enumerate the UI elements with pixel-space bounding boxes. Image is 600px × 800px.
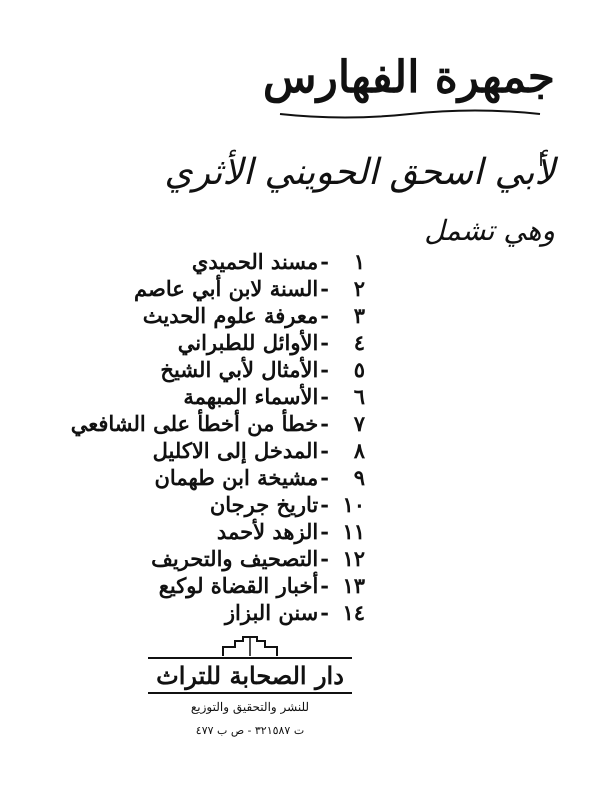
contents-item-number: ٣ [353, 303, 365, 328]
contents-item [95, 572, 365, 599]
contents-item-number: ١١ [342, 519, 365, 544]
contents-item [95, 383, 365, 410]
contents-item-dash: - [320, 519, 329, 544]
contents-item-title: المدخل إلى الاكليل [152, 438, 319, 463]
contents-item-title: الأمثال لأبي الشيخ [160, 357, 319, 382]
contents-item-dash: - [320, 249, 329, 274]
title-flourish-icon [275, 106, 545, 122]
contents-item-title: الأسماء المبهمة [183, 384, 319, 409]
contents-item-dash: - [320, 438, 329, 463]
contents-item-title: أخبار القضاة لوكيع [158, 573, 319, 598]
contents-item-number: ٢ [353, 276, 365, 301]
contents-item-title: مشيخة ابن طهمان [154, 465, 319, 490]
contents-item-dash: - [320, 384, 329, 409]
author-line: لأبي اسحق الحويني الأثري [164, 152, 555, 193]
contents-item [95, 599, 365, 626]
contents-item [95, 329, 365, 356]
contents-item-title: التصحيف والتحريف [151, 546, 319, 571]
contents-item [70, 410, 365, 437]
contents-item-title: السنة لابن أبي عاصم [134, 276, 319, 301]
contents-item-number: ٥ [353, 357, 365, 382]
contents-item-dash: - [320, 465, 329, 490]
contents-item-title: مسند الحميدي [191, 249, 319, 274]
contents-item-number: ١٠ [342, 492, 365, 517]
contents-item [95, 437, 365, 464]
contents-item [95, 248, 365, 275]
contents-item-title: سنن البزاز [224, 600, 319, 625]
contents-item-dash: - [320, 573, 329, 598]
publisher-block [140, 635, 360, 737]
contents-item-title: خطأ من أخطأ على الشافعي [70, 411, 319, 436]
contents-item-number: ١٤ [342, 600, 365, 625]
contents-item-dash: - [320, 600, 329, 625]
contents-item-dash: - [320, 546, 329, 571]
contents-list [70, 248, 365, 626]
contents-item-title: تاريخ جرجان [209, 492, 319, 517]
contents-item-number: ٧ [353, 411, 365, 436]
contents-item-number: ٩ [353, 465, 365, 490]
contents-item-title: الزهد لأحمد [216, 519, 319, 544]
contents-item-dash: - [320, 276, 329, 301]
contents-item [95, 302, 365, 329]
contents-item-dash: - [320, 303, 329, 328]
contents-item-number: ٨ [353, 438, 365, 463]
publisher-name: دار الصحابة للتراث [148, 657, 352, 694]
book-title: جمهرة الفهارس [262, 52, 555, 103]
contents-item-number: ٦ [353, 384, 365, 409]
contents-item [95, 356, 365, 383]
publisher-contact: ت ٣٢١٥٨٧ - ص ب ٤٧٧ [195, 724, 305, 737]
contents-item-number: ٤ [353, 330, 365, 355]
contents-item-dash: - [320, 492, 329, 517]
contents-item [95, 464, 365, 491]
publisher-subtitle: للنشر والتحقيق والتوزيع [190, 700, 310, 714]
contents-item-title: معرفة علوم الحديث [142, 303, 319, 328]
contents-intro: وهي تشمل [424, 214, 555, 247]
contents-item-number: ١٣ [342, 573, 365, 598]
contents-item [95, 491, 365, 518]
contents-item [95, 275, 365, 302]
publisher-emblem-icon [215, 635, 285, 657]
contents-item-number: ١٢ [342, 546, 365, 571]
contents-item [95, 545, 365, 572]
contents-item [95, 518, 365, 545]
contents-item-dash: - [320, 411, 329, 436]
contents-item-title: الأوائل للطبراني [177, 330, 319, 355]
contents-item-dash: - [320, 357, 329, 382]
contents-item-number: ١ [353, 249, 365, 274]
contents-item-dash: - [320, 330, 329, 355]
